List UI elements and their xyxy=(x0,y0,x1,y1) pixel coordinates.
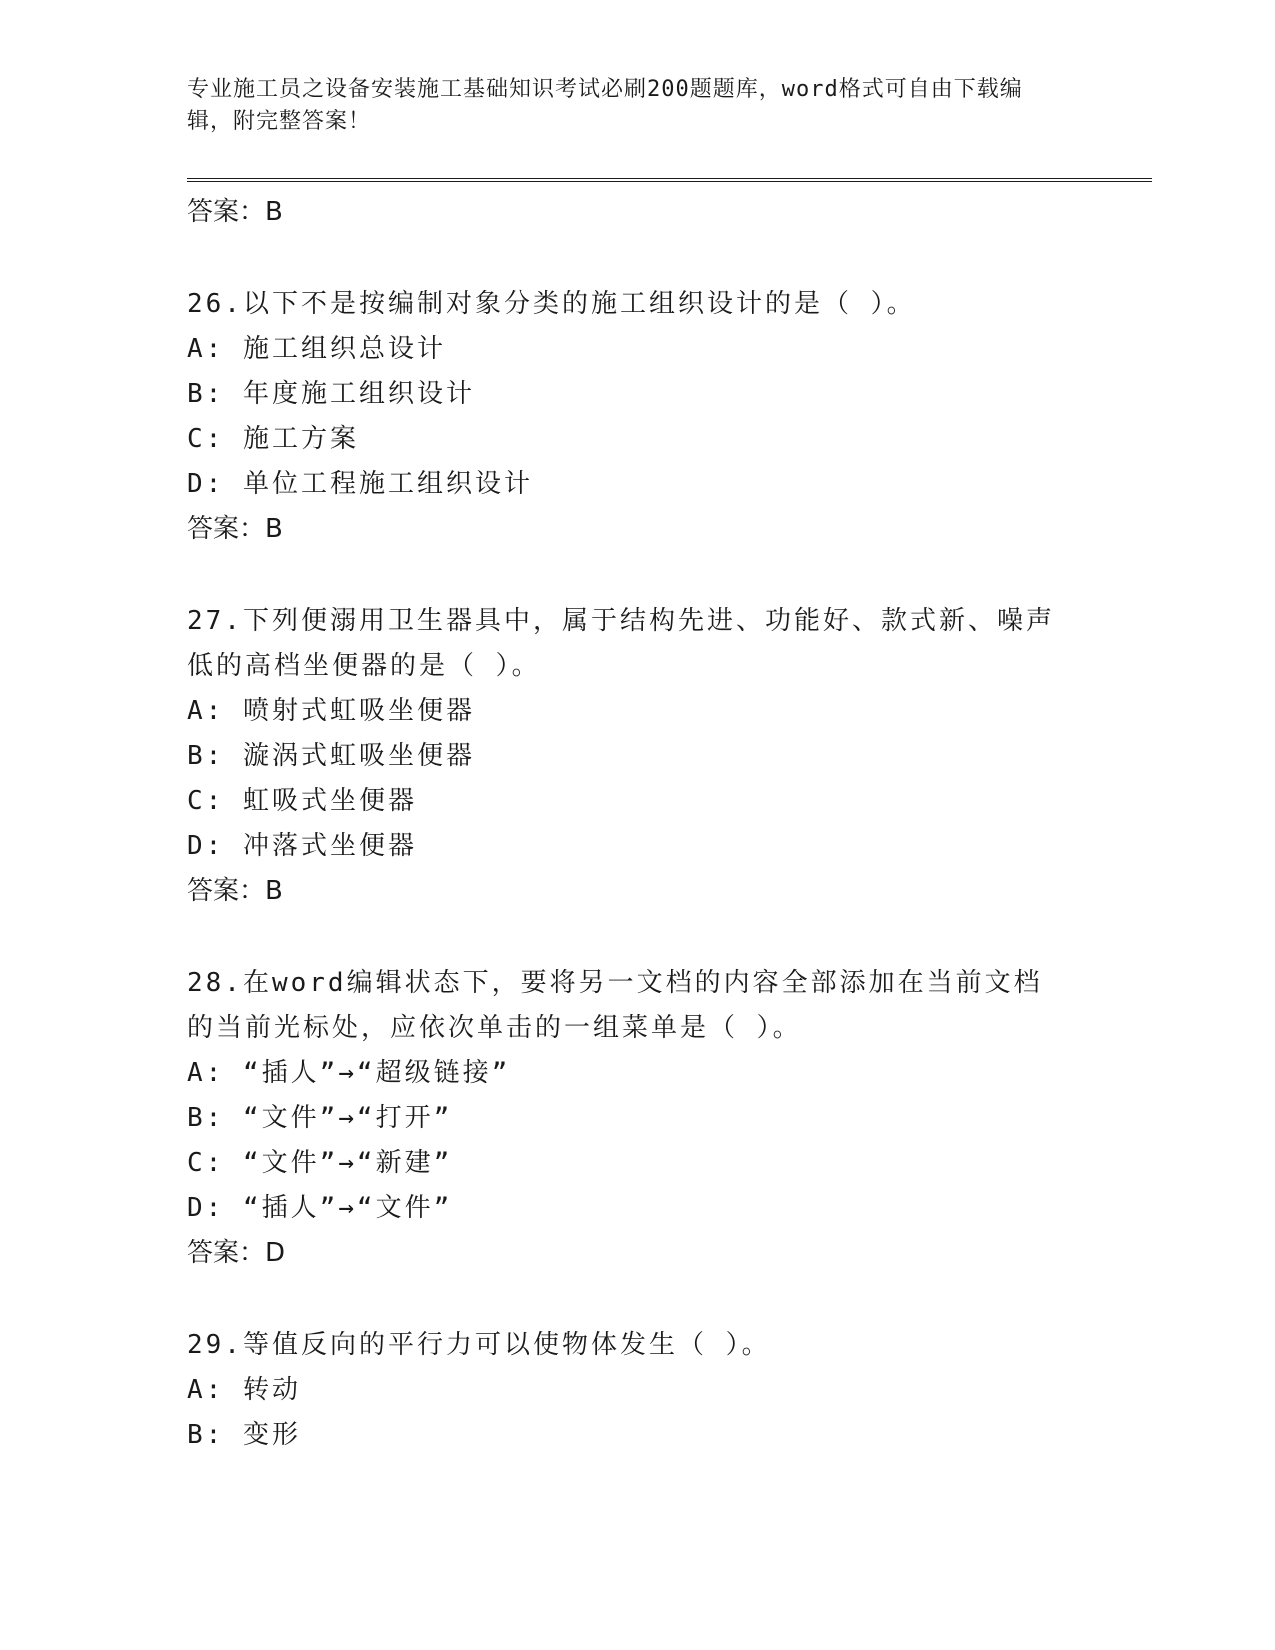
answer: 答案：B xyxy=(187,514,283,544)
option-a: A: 喷射式虹吸坐便器 xyxy=(187,696,475,726)
option-b: B: “文件”→“打开” xyxy=(187,1103,453,1133)
document-page xyxy=(187,0,1152,1650)
option-a: A: “插人”→“超级链接” xyxy=(187,1058,511,1088)
option-c: C: 施工方案 xyxy=(187,424,359,454)
option-c: C: 虹吸式坐便器 xyxy=(187,786,417,816)
option-a: A: 转动 xyxy=(187,1375,301,1405)
option-b: B: 变形 xyxy=(187,1420,301,1450)
header-divider xyxy=(187,178,1152,182)
option-d: D: 单位工程施工组织设计 xyxy=(187,469,533,499)
option-c: C: “文件”→“新建” xyxy=(187,1148,453,1178)
question-26 xyxy=(187,282,1067,551)
question-stem: 29.等值反向的平行力可以使物体发生（ ）。 xyxy=(187,1330,771,1360)
option-d: D: 冲落式坐便器 xyxy=(187,831,417,861)
question-stem: 26.以下不是按编制对象分类的施工组织设计的是（ ）。 xyxy=(187,289,916,319)
answer: 答案：B xyxy=(187,876,283,906)
option-a: A: 施工组织总设计 xyxy=(187,334,446,364)
option-b: B: 漩涡式虹吸坐便器 xyxy=(187,741,475,771)
question-28 xyxy=(187,961,1067,1275)
question-list xyxy=(187,190,1067,1458)
answer: 答案：D xyxy=(187,1238,286,1268)
answer-25: 答案：B xyxy=(187,197,283,227)
document-header: 专业施工员之设备安装施工基础知识考试必刷200题题库，word格式可自由下载编辑，附完整答案！ xyxy=(187,77,1023,134)
option-d: D: “插人”→“文件” xyxy=(187,1193,453,1223)
question-27 xyxy=(187,599,1067,913)
option-b: B: 年度施工组织设计 xyxy=(187,379,475,409)
question-29 xyxy=(187,1323,1067,1458)
question-stem: 28.在word编辑状态下，要将另一文档的内容全部添加在当前文档的当前光标处，应依次单击的一组菜单是（ ）。 xyxy=(187,968,1043,1043)
question-stem: 27.下列便溺用卫生器具中，属于结构先进、功能好、款式新、噪声低的高档坐便器的是（ ）。 xyxy=(187,606,1055,681)
